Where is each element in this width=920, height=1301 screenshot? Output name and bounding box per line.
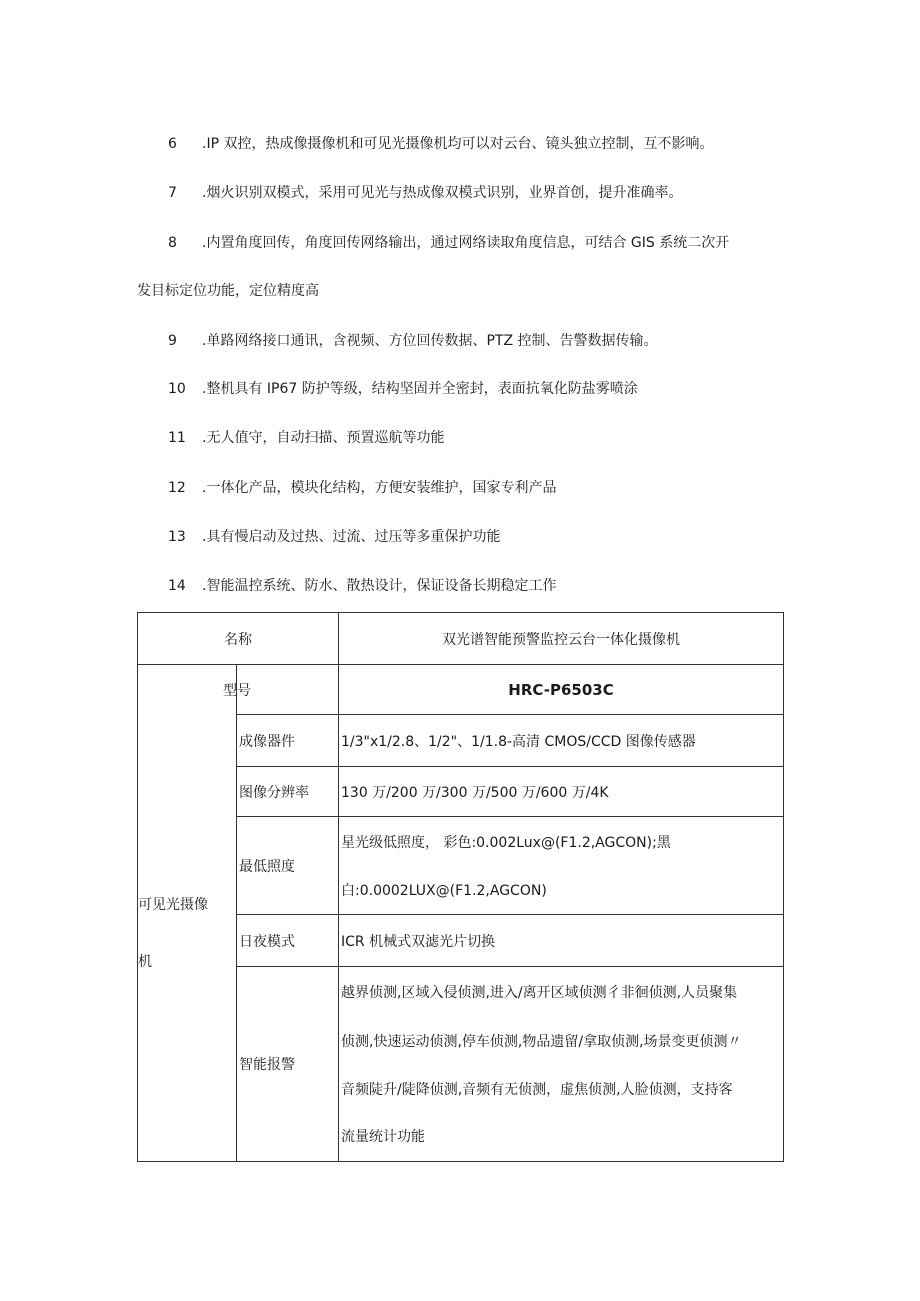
feature-item-11 <box>168 428 444 448</box>
row-value-daynight: ICR 机械式双滤光片切换 <box>339 915 784 966</box>
feature-item-14 <box>168 576 556 596</box>
feature-text: .单路网络接口通讯，含视频、方位回传数据、PTZ 控制、告警数据传输。 <box>202 333 658 349</box>
feature-text: .具有慢启动及过热、过流、过压等多重保护功能 <box>202 529 501 545</box>
group-cell <box>138 665 237 1162</box>
name-value: 双光谱智能预警监控云台一体化摄像机 <box>339 613 784 665</box>
feature-text: .无人值守，自动扫描、预置巡航等功能 <box>202 430 445 446</box>
feature-item-12 <box>168 478 556 498</box>
feature-text: .一体化产品，模块化结构，方便安装维护，国家专利产品 <box>202 480 557 496</box>
feature-number: 8 <box>168 235 177 251</box>
row-value-alarm <box>339 966 784 1161</box>
model-label-cell <box>223 665 339 715</box>
name-label: 名称 <box>138 613 339 665</box>
value-line: 星光级低照度， 彩色:0.002Lux@(F1.2,AGCON);黑 <box>341 834 671 851</box>
feature-item-6 <box>168 134 713 154</box>
feature-item-7 <box>168 183 682 203</box>
feature-text: .烟火识别双模式，采用可见光与热成像双模式识别，业界首创，提升准确率。 <box>202 185 683 201</box>
model-value: HRC-P6503C <box>339 665 784 715</box>
feature-text: .整机具有 IP67 防护等级，结构坚固并全密封，表面抗氧化防盐雾喷涂 <box>202 381 638 397</box>
group-label-line1: 可见光摄像 <box>138 897 208 913</box>
row-label-illumination: 最低照度 <box>237 817 339 915</box>
row-label-imaging: 成像器件 <box>237 715 339 767</box>
row-label-resolution: 图像分辨率 <box>237 767 339 817</box>
row-label-alarm: 智能报警 <box>237 966 339 1161</box>
row-label-daynight: 日夜模式 <box>237 915 339 966</box>
feature-item-13 <box>168 527 500 547</box>
feature-number: 9 <box>168 333 177 349</box>
feature-item-8 <box>168 233 729 253</box>
feature-number: 10 <box>168 381 186 397</box>
model-label: 型号 <box>223 682 251 699</box>
row-value-imaging: 1/3"x1/2.8、1/2"、1/1.8-高清 CMOS/CCD 图像传感器 <box>339 715 784 767</box>
feature-number: 12 <box>168 480 186 496</box>
spec-table <box>137 612 784 1162</box>
feature-number: 6 <box>168 136 177 152</box>
feature-item-9 <box>168 331 657 351</box>
feature-text: .内置角度回传，角度回传网络输出，通过网络读取角度信息，可结合 GIS 系统二次开 <box>202 235 730 251</box>
feature-number: 14 <box>168 578 186 594</box>
row-value-resolution: 130 万/200 万/300 万/500 万/600 万/4K <box>339 767 784 817</box>
feature-text: .智能温控系统、防水、散热设计，保证设备长期稳定工作 <box>202 578 557 594</box>
value-line: 流量统计功能 <box>341 1128 425 1145</box>
table-row <box>138 613 784 665</box>
feature-item-10 <box>168 379 638 399</box>
table-row <box>138 665 784 715</box>
feature-number: 11 <box>168 430 186 446</box>
value-line: 音频陡升/陡降侦测,音频有无侦测，虚焦侦测,人脸侦测，支持客 <box>341 1081 733 1098</box>
feature-text: .IP 双控，热成像摄像机和可见光摄像机均可以对云台、镜头独立控制，互不影响。 <box>202 136 714 152</box>
feature-number: 7 <box>168 185 177 201</box>
row-value-illumination <box>339 817 784 915</box>
group-label-line2: 机 <box>138 954 152 970</box>
value-line: 越界侦测,区域入侵侦测,进入/离开区域侦测彳非徊侦测,人员聚集 <box>341 984 738 1001</box>
feature-number: 13 <box>168 529 186 545</box>
value-line: 侦测,快速运动侦测,停车侦测,物品遗留/拿取侦测,场景变更侦测〃 <box>341 1033 742 1050</box>
feature-item-8-continuation: 发目标定位功能，定位精度高 <box>137 283 319 299</box>
value-line: 白:0.0002LUX@(F1.2,AGCON) <box>341 882 547 899</box>
